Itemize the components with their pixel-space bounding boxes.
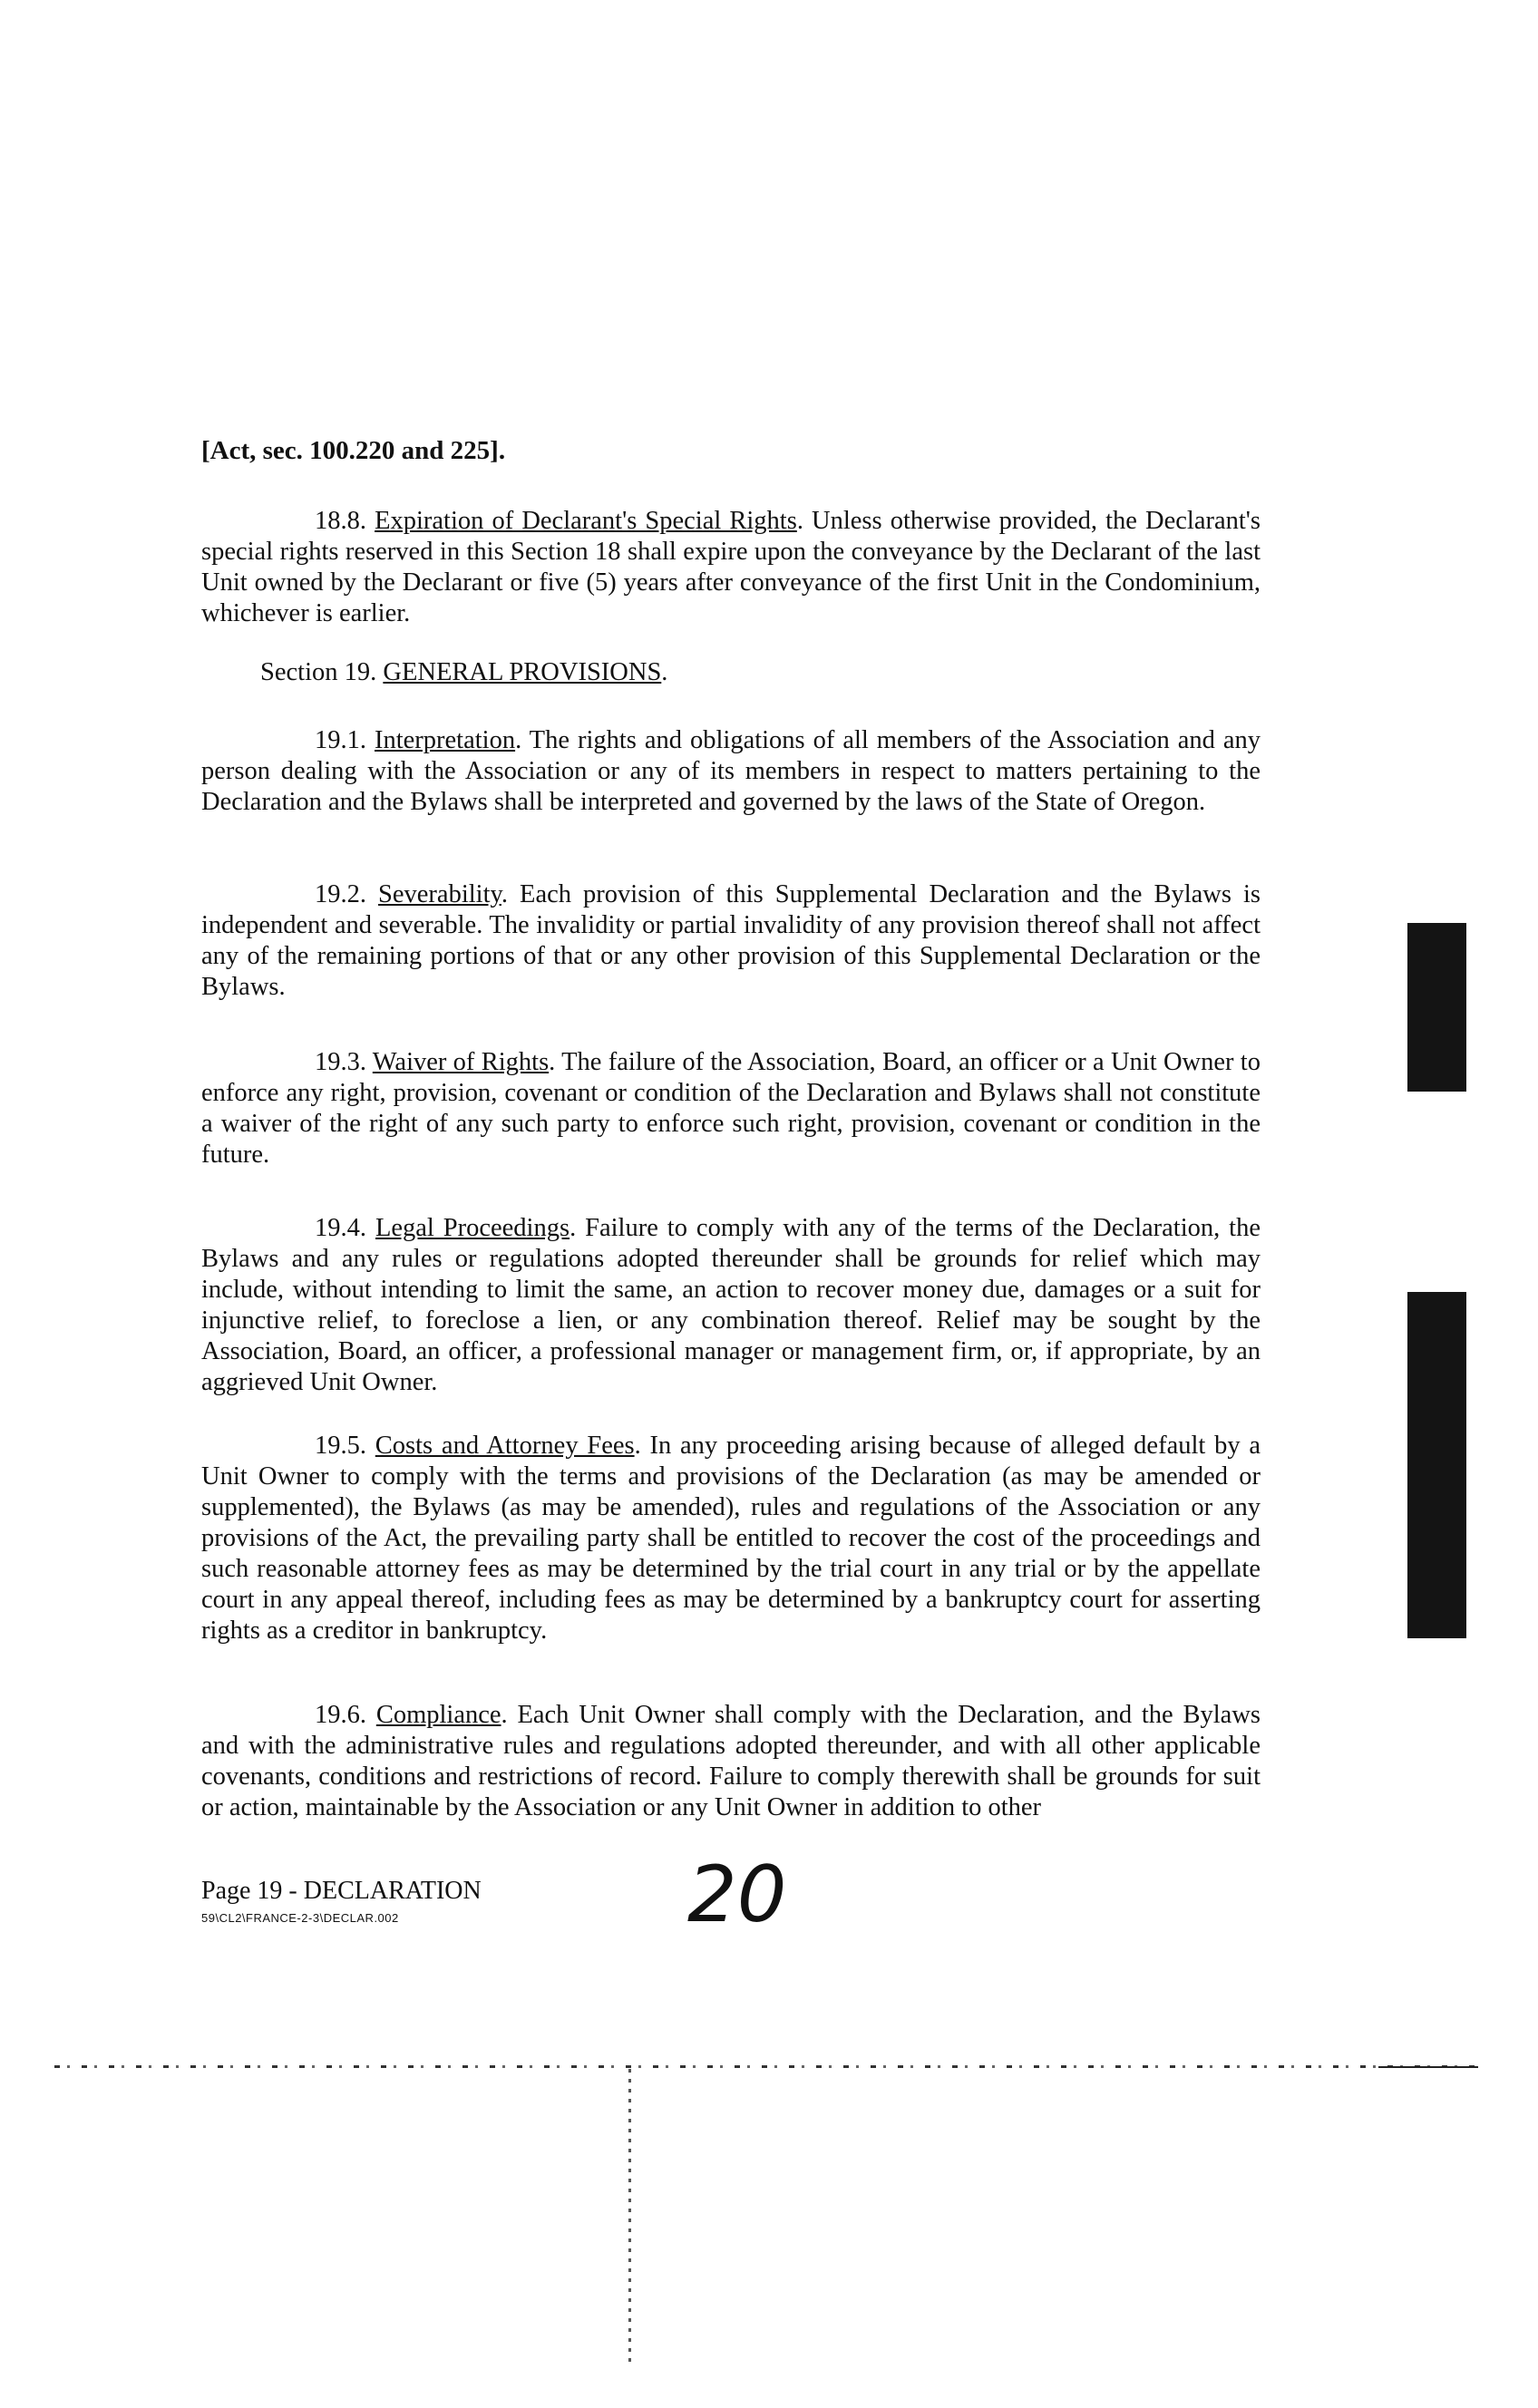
- scan-redaction-bar: [1407, 923, 1466, 1092]
- paragraph-19-3: [201, 1047, 1261, 1170]
- section-title: GENERAL PROVISIONS: [383, 658, 662, 686]
- paragraph-title: Waiver of Rights: [372, 1048, 550, 1076]
- paragraph-text: . The rights and obligations of all members of the Association and any person dealing with the Association or any of its members in respect to matters pertaining to the Declaration and the Bylaws shall be interpreted and governed by the laws of the State of Oregon.: [201, 726, 1261, 816]
- paragraph-19-1: [201, 725, 1261, 818]
- scan-artifact-vertical: [628, 2069, 631, 2368]
- paragraph-19-2: [201, 879, 1261, 1003]
- paragraph-text: . Failure to comply with any of the terms of the Declaration, the Bylaws and any rules or regulations adopted thereunder shall be grounds for relief which may include, without intending to limit the same, an action to recover money due, damages or a suit for injunctive relief, to foreclose a lien, or any combination thereof. Relief may be sought by the Association, Board, an officer, a professional manager or management firm, or, if appropriate, by an aggrieved Unit Owner.: [201, 1214, 1261, 1396]
- paragraph-19-5: [201, 1431, 1261, 1646]
- paragraph-number: 19.6.: [315, 1701, 366, 1729]
- paragraph-19-6: [201, 1700, 1261, 1823]
- paragraph-number: 19.1.: [315, 726, 366, 754]
- paragraph-number: 18.8.: [315, 507, 366, 535]
- paragraph-text: . Each Unit Owner shall comply with the Declaration, and the Bylaws and with the administrative rules and regulations adopted thereunder, and with all other applicable covenants, conditions and restrictions of record. Failure to comply therewith shall be grounds for suit or action, maintainable by the Association or any Unit Owner in addition to other: [201, 1701, 1261, 1821]
- paragraph-18-8: [201, 506, 1261, 629]
- paragraph-title: Interpretation: [374, 726, 516, 754]
- act-reference: [Act, sec. 100.220 and 225].: [201, 436, 506, 465]
- paragraph-title: Expiration of Declarant's Special Rights: [375, 507, 797, 535]
- paragraph-title: Severability: [378, 880, 501, 908]
- paragraph-number: 19.4.: [315, 1214, 366, 1242]
- scan-redaction-bar: [1407, 1292, 1466, 1638]
- handwritten-page-number: 20: [687, 1850, 787, 1940]
- paragraph-number: 19.5.: [315, 1432, 366, 1460]
- section-label: Section 19.: [260, 658, 384, 686]
- footer-page-label: Page 19 - DECLARATION: [201, 1877, 482, 1905]
- section-title-end: .: [661, 658, 668, 686]
- scan-artifact-line: [1378, 2066, 1478, 2068]
- paragraph-text: . Each provision of this Supplemental Declaration and the Bylaws is independent and severable. The invalidity or partial invalidity of any provision thereof shall not affect any of the remaining portions of that or any other provision of this Supplemental Declaration or the Bylaws.: [201, 880, 1261, 1001]
- scan-artifact-line: [54, 2065, 1478, 2068]
- section-19-heading: [260, 657, 895, 688]
- paragraph-text: . Unless otherwise provided, the Declarant's special rights reserved in this Section 18 shall expire upon the conveyance by the Declarant of the last Unit owned by the Declarant or five (5) years after conveyance of the first Unit in the Condominium, whichever is earlier.: [201, 507, 1261, 627]
- paragraph-text: . The failure of the Association, Board, an officer or a Unit Owner to enforce any right, provision, covenant or condition of the Declaration and Bylaws shall not constitute a waiver of the right of any such party to enforce such right, provision, covenant or condition in the future.: [201, 1048, 1261, 1169]
- paragraph-number: 19.3.: [315, 1048, 366, 1076]
- footer-file-path: 59\CL2\FRANCE-2-3\DECLAR.002: [201, 1911, 399, 1925]
- paragraph-19-4: [201, 1213, 1261, 1398]
- paragraph-text: . In any proceeding arising because of alleged default by a Unit Owner to comply with the terms and provisions of the Declaration (as may be amended or supplemented), the Bylaws (as may be amended), rules and regulations of the Association or any provisions of the Act, the prevailing party shall be entitled to recover the cost of the proceedings and such reasonable attorney fees as may be determined by the trial court in any trial or by the appellate court in any appeal thereof, including fees as may be determined by a bankruptcy court for asserting rights as a creditor in bankruptcy.: [201, 1432, 1261, 1645]
- paragraph-number: 19.2.: [315, 880, 366, 908]
- paragraph-title: Legal Proceedings: [375, 1214, 570, 1242]
- paragraph-title: Compliance: [375, 1701, 501, 1729]
- paragraph-title: Costs and Attorney Fees: [375, 1432, 635, 1460]
